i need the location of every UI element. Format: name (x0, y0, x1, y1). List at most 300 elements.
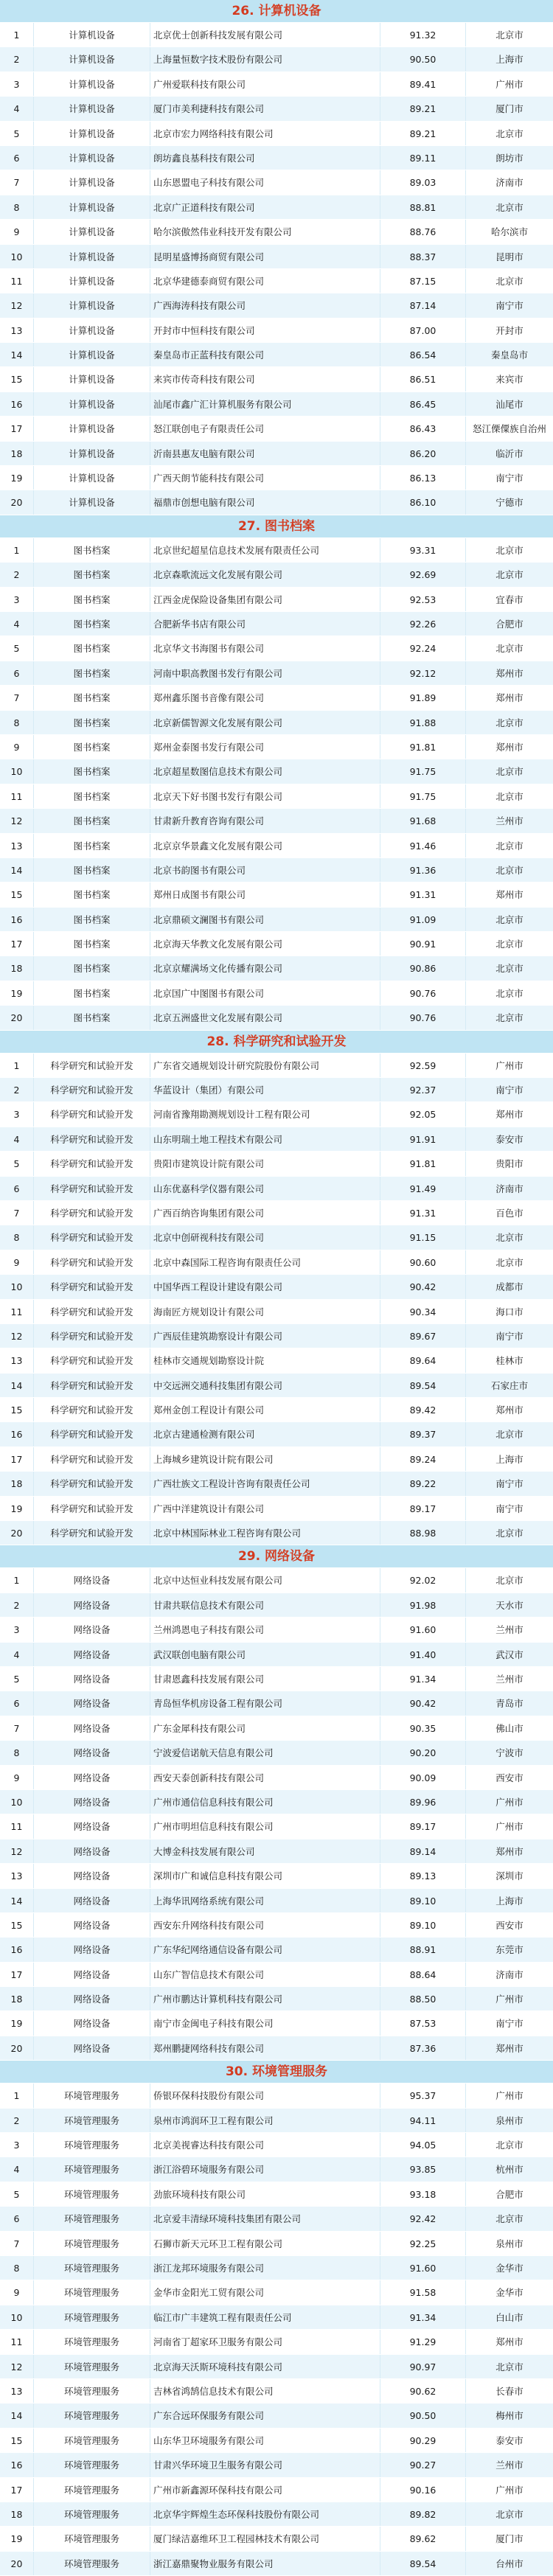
table-row (0, 146, 553, 170)
city-cell: 济南市 (495, 1968, 524, 1980)
category-cell: 图书档案 (34, 908, 150, 931)
table-row (0, 293, 553, 318)
score-cell: 91.91 (380, 1127, 466, 1151)
score-cell: 88.37 (380, 245, 466, 268)
company-name-cell: 北京鼎硕文澜图书有限公司 (150, 908, 380, 931)
city-cell: 北京市 (495, 2361, 524, 2373)
table-row (0, 834, 553, 858)
category-cell: 科学研究和试验开发 (34, 1078, 150, 1101)
company-name-cell: 北京京耀满场文化传播有限公司 (150, 956, 380, 980)
company-name-cell: 昆明星盛博扬商贸有限公司 (150, 245, 380, 268)
rank-cell: 10 (0, 1275, 34, 1298)
score-cell: 90.86 (380, 956, 466, 980)
company-name-cell: 北京中创研视科技有限公司 (150, 1225, 380, 1249)
company-name-cell: 上海华讯网络系统有限公司 (150, 1889, 380, 1912)
category-cell: 图书档案 (34, 612, 150, 636)
category-cell: 网络设备 (34, 1814, 150, 1838)
city-cell: 南宁市 (495, 473, 524, 484)
score-cell: 91.40 (380, 1643, 466, 1666)
rank-cell: 14 (0, 1374, 34, 1397)
rank-cell: 17 (0, 417, 34, 440)
company-name-cell: 北京天下好书图书发行有限公司 (150, 784, 380, 808)
table-row (0, 2379, 553, 2403)
city-cell: 宁波市 (495, 1747, 524, 1759)
rank-cell: 11 (0, 1814, 34, 1838)
table-row (0, 417, 553, 441)
city-cell: 北京市 (495, 864, 524, 876)
city-cell: 哈尔滨市 (490, 226, 528, 238)
table-row (0, 1691, 553, 1716)
company-name-cell: 南宁市金闽电子科技有限公司 (150, 2011, 380, 2035)
category-cell: 网络设备 (34, 1643, 150, 1666)
table-row (0, 2207, 553, 2231)
city-cell: 南宁市 (495, 1503, 524, 1514)
city-cell: 广州市 (495, 1994, 524, 2005)
category-cell: 图书档案 (34, 686, 150, 709)
rank-cell: 5 (0, 122, 34, 145)
company-name-cell: 临江市广丰建筑工程有限责任公司 (150, 2305, 380, 2329)
category-cell: 科学研究和试验开发 (34, 1521, 150, 1545)
category-cell: 环境管理服务 (34, 2429, 150, 2452)
city-cell: 宁德市 (495, 497, 524, 509)
category-cell: 环境管理服务 (34, 2453, 150, 2476)
company-name-cell: 沂南县惠友电脑有限公司 (150, 442, 380, 465)
rank-cell: 13 (0, 2379, 34, 2403)
category-cell: 图书档案 (34, 636, 150, 660)
table-row (0, 686, 553, 710)
category-cell: 图书档案 (34, 735, 150, 759)
category-cell: 环境管理服务 (34, 2280, 150, 2304)
score-cell: 86.45 (380, 392, 466, 416)
rank-cell: 6 (0, 1177, 34, 1200)
score-cell: 89.62 (380, 2527, 466, 2550)
city-cell: 北京市 (495, 1429, 524, 1441)
city-cell: 西安市 (495, 1772, 524, 1783)
city-cell: 郑州市 (495, 667, 524, 679)
city-cell: 杭州市 (495, 2164, 524, 2176)
table-row (0, 1618, 553, 1642)
company-name-cell: 哈尔滨傲然伟业科技开发有限公司 (150, 220, 380, 243)
city-cell: 郑州市 (495, 2336, 524, 2348)
rank-cell: 8 (0, 2256, 34, 2280)
score-cell: 91.89 (380, 686, 466, 709)
category-cell: 图书档案 (34, 538, 150, 562)
category-cell: 环境管理服务 (34, 2305, 150, 2329)
score-cell: 90.50 (380, 47, 466, 71)
table-row (0, 711, 553, 735)
score-cell: 87.53 (380, 2011, 466, 2035)
score-cell: 92.42 (380, 2207, 466, 2230)
score-cell: 86.43 (380, 417, 466, 440)
rank-cell: 12 (0, 2355, 34, 2378)
table-row (0, 269, 553, 293)
rank-cell: 3 (0, 72, 34, 96)
rank-cell: 8 (0, 1741, 34, 1764)
category-cell: 计算机设备 (34, 417, 150, 440)
category-cell: 科学研究和试验开发 (34, 1447, 150, 1471)
category-cell: 环境管理服务 (34, 2133, 150, 2156)
company-name-cell: 北京超星数图信息技术有限公司 (150, 759, 380, 783)
category-cell: 计算机设备 (34, 466, 150, 490)
section-title: 28. 科学研究和试验开发 (0, 1031, 553, 1054)
table-row (0, 2011, 553, 2036)
company-name-cell: 浙江嘉鼎聚物业服务有限公司 (150, 2552, 380, 2575)
city-cell: 北京市 (495, 2213, 524, 2225)
score-cell: 89.17 (380, 1497, 466, 1520)
city-cell: 长春市 (495, 2385, 524, 2397)
company-name-cell: 来宾市传奇科技有限公司 (150, 367, 380, 391)
rank-cell: 2 (0, 1078, 34, 1101)
company-name-cell: 厦门绿洁嘉维环卫工程园林技术有限公司 (150, 2527, 380, 2550)
table-row (0, 1987, 553, 2011)
company-name-cell: 北京国广中图图书有限公司 (150, 981, 380, 1005)
city-cell: 桂林市 (495, 1355, 524, 1367)
score-cell: 91.49 (380, 1177, 466, 1200)
rank-cell: 17 (0, 1963, 34, 1986)
category-cell: 图书档案 (34, 956, 150, 980)
rank-cell: 6 (0, 661, 34, 685)
company-name-cell: 山东恩盟电子科技有限公司 (150, 170, 380, 194)
table-row (0, 97, 553, 121)
table-row (0, 784, 553, 809)
category-cell: 计算机设备 (34, 47, 150, 71)
category-cell: 环境管理服务 (34, 2502, 150, 2526)
city-cell: 海口市 (495, 1306, 524, 1317)
table-row (0, 490, 553, 515)
score-cell: 90.35 (380, 1716, 466, 1740)
score-cell: 91.60 (380, 2256, 466, 2280)
company-name-cell: 侨银环保科技股份有限公司 (150, 2084, 380, 2107)
rank-cell: 16 (0, 392, 34, 416)
company-name-cell: 西安天泰创新科技有限公司 (150, 1766, 380, 1789)
company-name-cell: 北京华建德泰商贸有限公司 (150, 269, 380, 293)
city-cell: 广州市 (495, 1796, 524, 1808)
category-cell: 计算机设备 (34, 318, 150, 342)
table-row (0, 1864, 553, 1888)
category-cell: 环境管理服务 (34, 2355, 150, 2378)
rank-cell: 20 (0, 490, 34, 514)
city-cell: 郑州市 (495, 741, 524, 753)
table-row (0, 2429, 553, 2453)
rank-cell: 7 (0, 2232, 34, 2255)
city-cell: 北京市 (495, 2140, 524, 2151)
company-name-cell: 吉林省鸿鹄信息技术有限公司 (150, 2379, 380, 2403)
table-row (0, 220, 553, 244)
table-row (0, 2084, 553, 2108)
rank-cell: 8 (0, 1225, 34, 1249)
table-row (0, 1741, 553, 1765)
rank-cell: 16 (0, 908, 34, 931)
company-name-cell: 河南省丁超家环卫服务有限公司 (150, 2330, 380, 2353)
rank-cell: 11 (0, 269, 34, 293)
score-cell: 92.25 (380, 2232, 466, 2255)
city-cell: 郑州市 (495, 1404, 524, 1416)
city-cell: 郑州市 (495, 889, 524, 901)
category-cell: 科学研究和试验开发 (34, 1497, 150, 1520)
table-row (0, 2502, 553, 2527)
score-cell: 89.82 (380, 2502, 466, 2526)
table-row (0, 2157, 553, 2182)
company-name-cell: 广东华纪网络通信设备有限公司 (150, 1938, 380, 1961)
rank-cell: 5 (0, 2182, 34, 2206)
city-cell: 北京市 (495, 201, 524, 213)
rank-cell: 13 (0, 1348, 34, 1372)
company-name-cell: 广州市新鑫源环保科技有限公司 (150, 2478, 380, 2502)
table-row (0, 956, 553, 981)
score-cell: 90.20 (380, 1741, 466, 1764)
city-cell: 合肥市 (495, 618, 524, 630)
table-row (0, 245, 553, 269)
city-cell: 泉州市 (495, 2114, 524, 2126)
city-cell: 佛山市 (495, 1722, 524, 1734)
city-cell: 北京市 (495, 1528, 524, 1539)
city-cell: 北京市 (495, 1232, 524, 1244)
rank-cell: 7 (0, 170, 34, 194)
company-name-cell: 宁波爱信诺航天信息有限公司 (150, 1741, 380, 1764)
rank-cell: 6 (0, 146, 34, 170)
category-cell: 图书档案 (34, 981, 150, 1005)
city-cell: 贵阳市 (495, 1158, 524, 1170)
table-row (0, 981, 553, 1006)
table-row (0, 1766, 553, 1790)
rank-cell: 1 (0, 538, 34, 562)
category-cell: 计算机设备 (34, 146, 150, 170)
table-row (0, 908, 553, 932)
rank-cell: 19 (0, 2011, 34, 2035)
category-cell: 科学研究和试验开发 (34, 1054, 150, 1077)
company-name-cell: 北京森歌流远文化发展有限公司 (150, 563, 380, 586)
table-row (0, 392, 553, 417)
score-cell: 92.69 (380, 563, 466, 586)
score-cell: 91.09 (380, 908, 466, 931)
table-row (0, 367, 553, 391)
category-cell: 网络设备 (34, 2011, 150, 2035)
rank-cell: 15 (0, 2429, 34, 2452)
table-row (0, 343, 553, 367)
score-cell: 90.76 (380, 1006, 466, 1029)
city-cell: 北京市 (495, 569, 524, 581)
score-cell: 88.81 (380, 195, 466, 219)
category-cell: 科学研究和试验开发 (34, 1127, 150, 1151)
rank-cell: 7 (0, 1716, 34, 1740)
company-name-cell: 广东省交通规划设计研究院股份有限公司 (150, 1054, 380, 1077)
rank-cell: 7 (0, 1201, 34, 1225)
city-cell: 怒江傈僳族自治州 (472, 423, 546, 435)
city-cell: 秦皇岛市 (490, 349, 528, 361)
city-cell: 西安市 (495, 1919, 524, 1931)
company-name-cell: 怒江联创电子有限责任公司 (150, 417, 380, 440)
company-name-cell: 北京五洲盛世文化发展有限公司 (150, 1006, 380, 1029)
table-row (0, 1790, 553, 1814)
table-row (0, 1497, 553, 1521)
company-name-cell: 浙江龙邦环境服务有限公司 (150, 2256, 380, 2280)
city-cell: 朗坊市 (495, 152, 524, 164)
score-cell: 87.00 (380, 318, 466, 342)
city-cell: 郑州市 (495, 1109, 524, 1121)
rank-cell: 18 (0, 442, 34, 465)
score-cell: 89.11 (380, 146, 466, 170)
city-cell: 北京市 (495, 963, 524, 975)
city-cell: 北京市 (495, 766, 524, 778)
company-name-cell: 郑州金创工程设计有限公司 (150, 1398, 380, 1421)
score-cell: 89.21 (380, 97, 466, 120)
city-cell: 郑州市 (495, 692, 524, 704)
city-cell: 宜春市 (495, 593, 524, 605)
company-name-cell: 河南省豫翔勘测规划设计工程有限公司 (150, 1102, 380, 1126)
table-row (0, 1177, 553, 1201)
city-cell: 厦门市 (495, 2533, 524, 2545)
category-cell: 科学研究和试验开发 (34, 1398, 150, 1421)
rank-cell: 5 (0, 1152, 34, 1175)
company-name-cell: 河南中职高教图书发行有限公司 (150, 661, 380, 685)
company-name-cell: 上海量恒数字技术股份有限公司 (150, 47, 380, 71)
score-cell: 89.54 (380, 1374, 466, 1397)
table-row (0, 1250, 553, 1275)
score-cell: 92.24 (380, 636, 466, 660)
category-cell: 环境管理服务 (34, 2157, 150, 2181)
score-cell: 87.15 (380, 269, 466, 293)
table-row (0, 1839, 553, 1864)
category-cell: 图书档案 (34, 661, 150, 685)
score-cell: 94.05 (380, 2133, 466, 2156)
score-cell: 91.31 (380, 1201, 466, 1225)
city-cell: 北京市 (495, 790, 524, 802)
section-title: 26. 计算机设备 (0, 0, 553, 23)
category-cell: 科学研究和试验开发 (34, 1177, 150, 1200)
category-cell: 环境管理服务 (34, 2084, 150, 2107)
category-cell: 计算机设备 (34, 23, 150, 46)
company-name-cell: 北京广正道科技有限公司 (150, 195, 380, 219)
category-cell: 环境管理服务 (34, 2109, 150, 2132)
city-cell: 兰州市 (495, 1674, 524, 1685)
category-cell: 网络设备 (34, 1963, 150, 1986)
score-cell: 90.29 (380, 2429, 466, 2452)
company-name-cell: 北京优士创新科技发展有限公司 (150, 23, 380, 46)
rank-cell: 14 (0, 1889, 34, 1912)
rank-cell: 11 (0, 2330, 34, 2353)
score-cell: 92.26 (380, 612, 466, 636)
city-cell: 白山市 (495, 2311, 524, 2323)
rank-cell: 12 (0, 809, 34, 832)
company-name-cell: 北京中达恒业科技发展有限公司 (150, 1568, 380, 1592)
rank-cell: 20 (0, 2036, 34, 2060)
table-row (0, 1422, 553, 1447)
city-cell: 天水市 (495, 1599, 524, 1611)
city-cell: 南宁市 (495, 2018, 524, 2030)
rank-cell: 3 (0, 1102, 34, 1126)
category-cell: 计算机设备 (34, 490, 150, 514)
category-cell: 环境管理服务 (34, 2403, 150, 2427)
category-cell: 网络设备 (34, 1839, 150, 1863)
table-row (0, 2527, 553, 2551)
table-row (0, 122, 553, 146)
city-cell: 泰安市 (495, 1133, 524, 1145)
table-row (0, 1348, 553, 1373)
score-cell: 93.18 (380, 2182, 466, 2206)
category-cell: 科学研究和试验开发 (34, 1102, 150, 1126)
city-cell: 北京市 (495, 1575, 524, 1587)
city-cell: 北京市 (495, 1256, 524, 1268)
score-cell: 90.91 (380, 932, 466, 955)
city-cell: 金华市 (495, 2262, 524, 2274)
company-name-cell: 北京海天沃斯环境科技有限公司 (150, 2355, 380, 2378)
rank-cell: 2 (0, 47, 34, 71)
category-cell: 科学研究和试验开发 (34, 1472, 150, 1495)
city-cell: 南宁市 (495, 1478, 524, 1490)
category-cell: 计算机设备 (34, 392, 150, 416)
category-cell: 网络设备 (34, 1889, 150, 1912)
city-cell: 开封市 (495, 324, 524, 336)
table-row (0, 195, 553, 220)
category-cell: 计算机设备 (34, 343, 150, 366)
company-name-cell: 郑州鹏捷网络科技有限公司 (150, 2036, 380, 2060)
table-row (0, 1913, 553, 1938)
table-row (0, 1521, 553, 1545)
rank-cell: 20 (0, 1521, 34, 1545)
company-name-cell: 海南匠方规划设计有限公司 (150, 1300, 380, 1323)
rank-cell: 4 (0, 97, 34, 120)
company-name-cell: 郑州日成图书有限公司 (150, 883, 380, 906)
category-cell: 科学研究和试验开发 (34, 1324, 150, 1348)
category-cell: 计算机设备 (34, 170, 150, 194)
category-cell: 图书档案 (34, 809, 150, 832)
score-cell: 89.21 (380, 122, 466, 145)
company-name-cell: 甘肃兴华环境卫生服务有限公司 (150, 2453, 380, 2476)
rank-cell: 12 (0, 1839, 34, 1863)
score-cell: 90.34 (380, 1300, 466, 1323)
category-cell: 科学研究和试验开发 (34, 1374, 150, 1397)
score-cell: 89.96 (380, 1790, 466, 1814)
ranking-section (0, 2061, 553, 2576)
score-cell: 86.13 (380, 466, 466, 490)
score-cell: 89.37 (380, 1422, 466, 1446)
category-cell: 图书档案 (34, 563, 150, 586)
city-cell: 南宁市 (495, 300, 524, 312)
company-name-cell: 北京中森国际工程咨询有限责任公司 (150, 1250, 380, 1274)
table-row (0, 1201, 553, 1225)
table-row (0, 735, 553, 759)
rank-cell: 13 (0, 834, 34, 857)
category-cell: 图书档案 (34, 834, 150, 857)
table-row (0, 1938, 553, 1962)
score-cell: 92.05 (380, 1102, 466, 1126)
city-cell: 北京市 (495, 2508, 524, 2520)
company-name-cell: 桂林市交通规划勘察设计院 (150, 1348, 380, 1372)
company-name-cell: 华蓝设计（集团）有限公司 (150, 1078, 380, 1101)
category-cell: 网络设备 (34, 1790, 150, 1814)
table-row (0, 538, 553, 563)
category-cell: 图书档案 (34, 858, 150, 882)
score-cell: 91.75 (380, 784, 466, 808)
score-cell: 91.15 (380, 1225, 466, 1249)
rank-cell: 1 (0, 23, 34, 46)
table-row (0, 2305, 553, 2330)
rank-cell: 18 (0, 2502, 34, 2526)
table-row (0, 759, 553, 784)
company-name-cell: 贵阳市建筑设计院有限公司 (150, 1152, 380, 1175)
score-cell: 86.54 (380, 343, 466, 366)
score-cell: 89.10 (380, 1913, 466, 1937)
table-row (0, 809, 553, 833)
score-cell: 88.98 (380, 1521, 466, 1545)
category-cell: 图书档案 (34, 711, 150, 734)
category-cell: 网络设备 (34, 1864, 150, 1887)
category-cell: 图书档案 (34, 932, 150, 955)
city-cell: 广州市 (495, 78, 524, 90)
rank-cell: 1 (0, 1568, 34, 1592)
score-cell: 95.37 (380, 2084, 466, 2107)
table-row (0, 1374, 553, 1398)
